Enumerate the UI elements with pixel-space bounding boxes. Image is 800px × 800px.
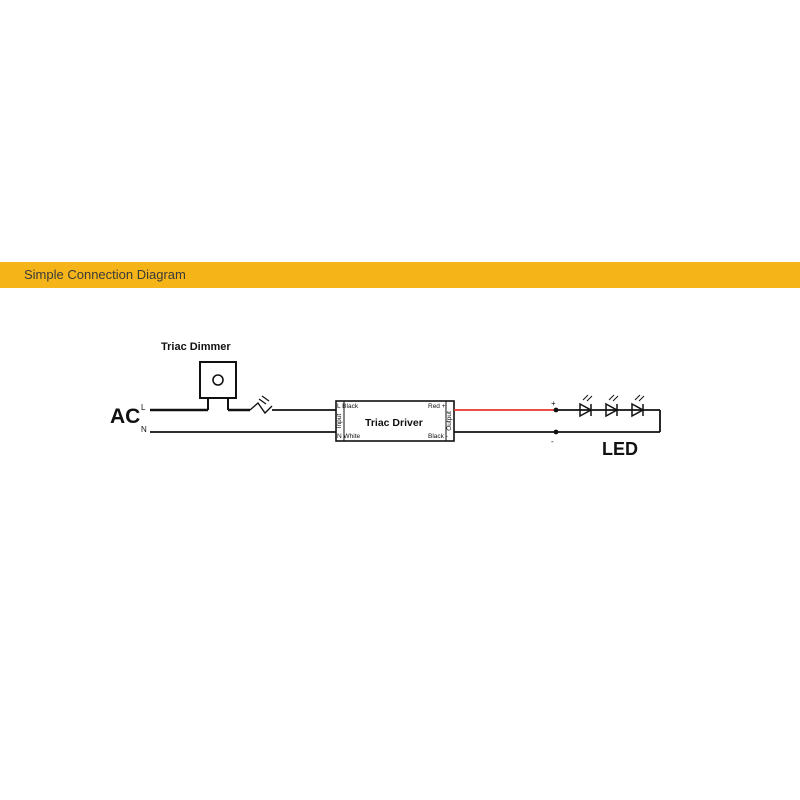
dimmer-title-label: Triac Dimmer — [161, 341, 231, 353]
ac-live-label: L — [141, 403, 146, 412]
connection-diagram — [0, 300, 800, 520]
led-minus-label: - — [551, 437, 554, 446]
led-node-negative — [554, 430, 559, 435]
triac-dimmer — [200, 362, 236, 410]
led-string — [554, 395, 660, 434]
triac-driver — [336, 401, 454, 441]
dimmer-knob — [213, 375, 223, 385]
led-node-positive — [554, 408, 559, 413]
led-load-label: LED — [602, 439, 638, 459]
led-symbol-1 — [580, 395, 592, 416]
led-plus-label: + — [551, 399, 556, 408]
led-symbol-3 — [632, 395, 644, 416]
driver-output-negative-label: Black - — [428, 433, 448, 440]
driver-input-live-label: L Black — [337, 403, 359, 410]
diagram-canvas — [0, 300, 800, 520]
driver-side-input-label: Input — [336, 413, 343, 429]
driver-output-positive-label: Red + — [428, 403, 446, 410]
triac-symbol — [250, 396, 272, 413]
ac-source-label: AC — [110, 405, 141, 428]
ac-neutral-label: N — [141, 425, 147, 434]
section-header-title: Simple Connection Diagram — [24, 267, 186, 282]
driver-title-label: Triac Driver — [365, 417, 423, 429]
driver-input-neutral-label: N White — [337, 433, 361, 440]
driver-side-output-label: Output — [446, 411, 453, 431]
led-symbol-2 — [606, 395, 618, 416]
section-header-bar — [0, 262, 800, 288]
